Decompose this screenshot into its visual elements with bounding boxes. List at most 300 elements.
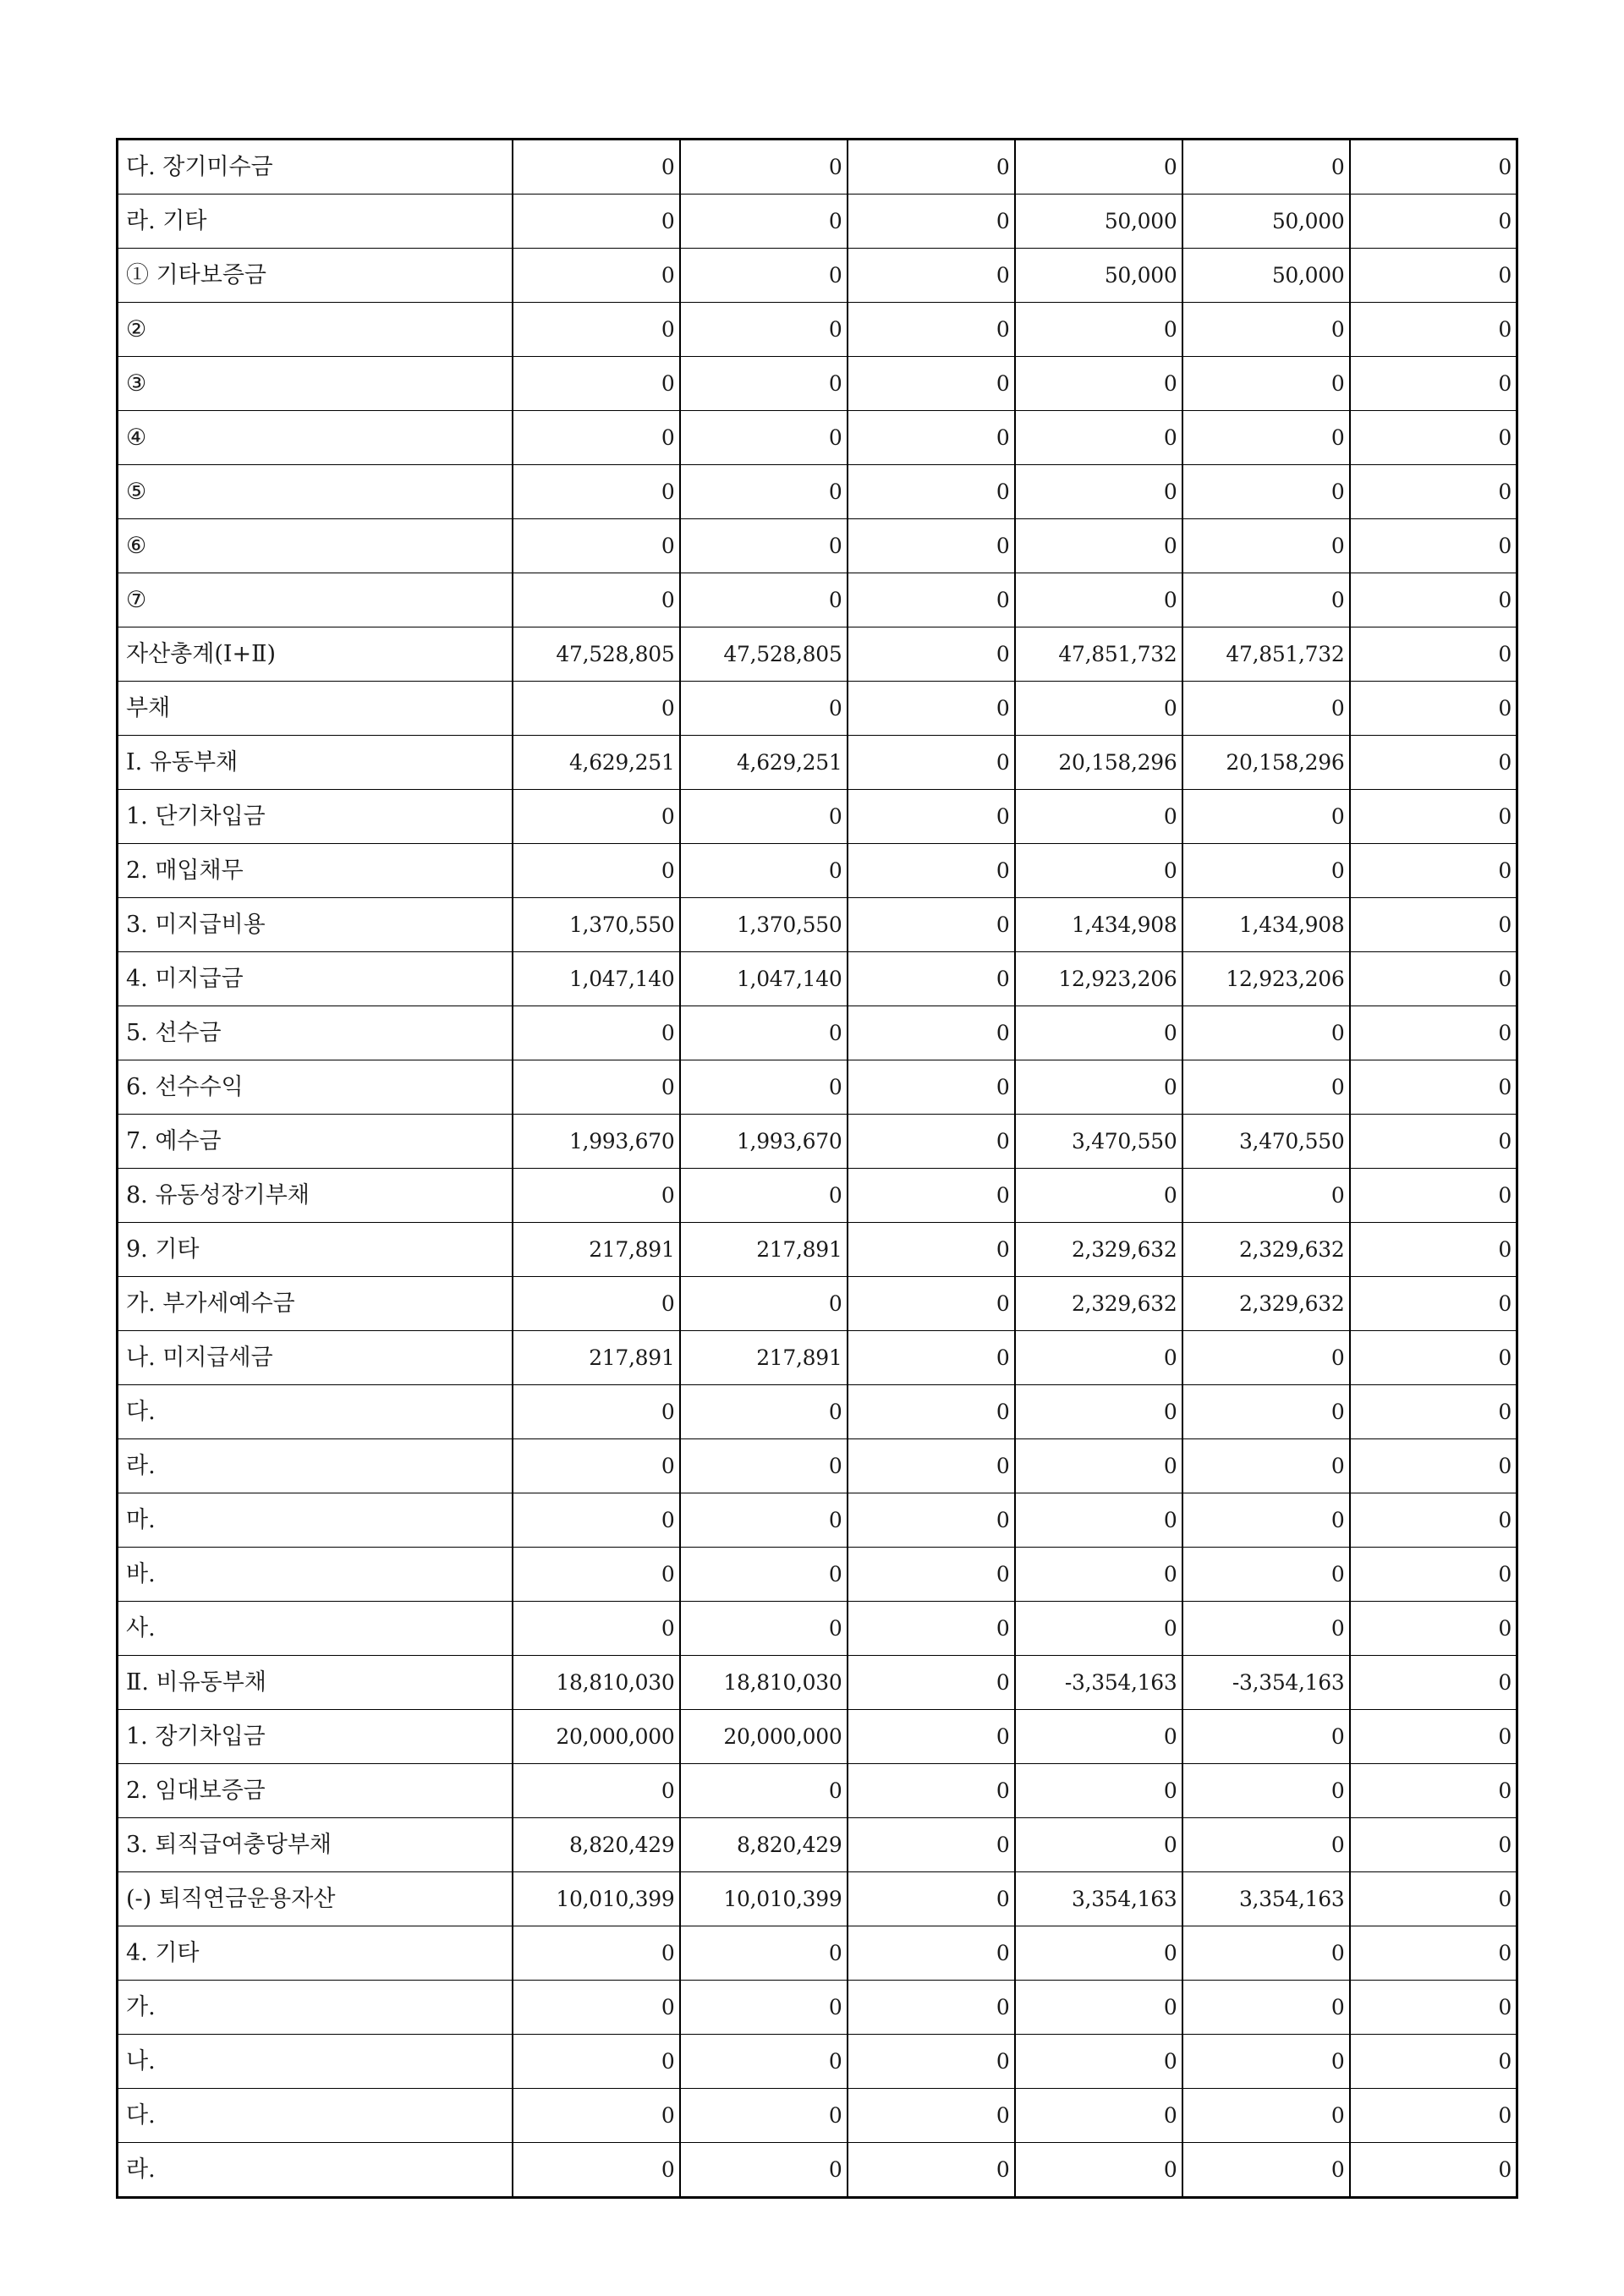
value-cell: 0 [848,1115,1015,1169]
row-label: 다. [118,1385,513,1439]
value-cell: 0 [513,1926,680,1981]
row-label: 가. 부가세예수금 [118,1277,513,1331]
value-cell: 47,851,732 [1182,627,1350,682]
value-cell: 0 [1015,519,1182,573]
table-row [118,1710,1517,1764]
row-label: 2. 임대보증금 [118,1764,513,1818]
value-cell: 0 [1350,1872,1517,1926]
value-cell: 0 [1350,411,1517,465]
value-cell: 0 [848,2089,1015,2143]
value-cell: 0 [1182,2089,1350,2143]
value-cell: 50,000 [1182,195,1350,249]
value-cell: 0 [1015,303,1182,357]
value-cell: 217,891 [513,1223,680,1277]
value-cell: 3,354,163 [1182,1872,1350,1926]
value-cell: 0 [1015,411,1182,465]
value-cell: 0 [848,1548,1015,1602]
table-row [118,249,1517,303]
value-cell: 1,993,670 [680,1115,848,1169]
value-cell: 0 [513,1169,680,1223]
row-label: ⑦ [118,573,513,627]
value-cell: 0 [513,844,680,898]
value-cell: 47,851,732 [1015,627,1182,682]
value-cell: 0 [1350,1169,1517,1223]
value-cell: 1,434,908 [1015,898,1182,952]
value-cell: 0 [1182,1385,1350,1439]
value-cell: 0 [1350,1277,1517,1331]
table-row [118,1656,1517,1710]
value-cell: 0 [1182,1764,1350,1818]
row-label: 라. [118,2143,513,2198]
value-cell: 0 [1350,1493,1517,1548]
row-label: 바. [118,1548,513,1602]
value-cell: 0 [513,1277,680,1331]
value-cell: 0 [1015,790,1182,844]
table-row [118,1926,1517,1981]
row-label: 2. 매입채무 [118,844,513,898]
table-row [118,2143,1517,2198]
value-cell: 0 [1182,303,1350,357]
value-cell: 0 [680,1981,848,2035]
value-cell: 0 [680,411,848,465]
value-cell: 2,329,632 [1182,1223,1350,1277]
value-cell: 0 [1015,1548,1182,1602]
value-cell: 0 [1182,682,1350,736]
value-cell: 0 [1182,519,1350,573]
value-cell: 12,923,206 [1015,952,1182,1006]
value-cell: -3,354,163 [1182,1656,1350,1710]
value-cell: 0 [513,1981,680,2035]
value-cell: 0 [1182,573,1350,627]
table-row [118,411,1517,465]
value-cell: 0 [680,2143,848,2198]
table-row [118,1331,1517,1385]
value-cell: 0 [680,303,848,357]
row-label: 사. [118,1602,513,1656]
value-cell: 0 [1350,573,1517,627]
value-cell: 0 [513,1493,680,1548]
value-cell: 0 [848,1818,1015,1872]
row-label: 다. [118,2089,513,2143]
value-cell: 0 [513,357,680,411]
value-cell: 0 [680,1764,848,1818]
value-cell: 0 [680,465,848,519]
value-cell: 0 [1015,1331,1182,1385]
value-cell: 0 [1182,1981,1350,2035]
value-cell: 0 [1015,140,1182,195]
value-cell: 0 [680,2035,848,2089]
row-label: ⑤ [118,465,513,519]
value-cell: 1,370,550 [513,898,680,952]
value-cell: 0 [680,249,848,303]
value-cell: 0 [848,519,1015,573]
value-cell: 0 [513,1602,680,1656]
value-cell: 0 [1350,1331,1517,1385]
value-cell: 0 [1350,357,1517,411]
value-cell: 0 [1182,1710,1350,1764]
value-cell: 0 [1350,682,1517,736]
value-cell: 0 [848,573,1015,627]
value-cell: 0 [1182,1439,1350,1493]
value-cell: 10,010,399 [680,1872,848,1926]
table-row [118,1060,1517,1115]
value-cell: 0 [1182,1602,1350,1656]
value-cell: 0 [513,1439,680,1493]
value-cell: 0 [848,1493,1015,1548]
value-cell: 0 [848,952,1015,1006]
table-row [118,790,1517,844]
value-cell: 0 [848,790,1015,844]
value-cell: 0 [513,411,680,465]
value-cell: 0 [1350,1602,1517,1656]
value-cell: 0 [1350,1439,1517,1493]
value-cell: 0 [1015,1926,1182,1981]
value-cell: 0 [1350,627,1517,682]
value-cell: 0 [680,844,848,898]
table-row [118,1223,1517,1277]
value-cell: 0 [848,140,1015,195]
value-cell: 0 [1015,2143,1182,2198]
value-cell: 18,810,030 [513,1656,680,1710]
row-label: 부채 [118,682,513,736]
value-cell: 0 [848,303,1015,357]
row-label: Ⅰ. 유동부채 [118,736,513,790]
value-cell: 0 [1015,1493,1182,1548]
value-cell: 0 [848,736,1015,790]
value-cell: 0 [1015,1006,1182,1060]
value-cell: 0 [680,1006,848,1060]
value-cell: 47,528,805 [513,627,680,682]
value-cell: 0 [1182,465,1350,519]
value-cell: 0 [848,1060,1015,1115]
table-row [118,519,1517,573]
value-cell: 0 [680,1060,848,1115]
row-label: (-) 퇴직연금운용자산 [118,1872,513,1926]
value-cell: 0 [680,519,848,573]
value-cell: 1,047,140 [680,952,848,1006]
value-cell: 1,047,140 [513,952,680,1006]
value-cell: 0 [513,249,680,303]
value-cell: 0 [1182,790,1350,844]
row-label: 마. [118,1493,513,1548]
row-label: 다. 장기미수금 [118,140,513,195]
value-cell: 0 [1350,2035,1517,2089]
value-cell: 3,470,550 [1182,1115,1350,1169]
value-cell: 0 [1015,1710,1182,1764]
value-cell: 2,329,632 [1015,1277,1182,1331]
value-cell: 0 [848,1926,1015,1981]
table-row [118,1115,1517,1169]
value-cell: 0 [513,140,680,195]
value-cell: 0 [1182,1331,1350,1385]
value-cell: 0 [1350,249,1517,303]
value-cell: 0 [680,573,848,627]
value-cell: 0 [513,1060,680,1115]
row-label: 8. 유동성장기부채 [118,1169,513,1223]
value-cell: 0 [1015,1602,1182,1656]
value-cell: 0 [680,357,848,411]
value-cell: 0 [1182,140,1350,195]
value-cell: 20,000,000 [513,1710,680,1764]
value-cell: 1,370,550 [680,898,848,952]
value-cell: 0 [1182,1493,1350,1548]
value-cell: 18,810,030 [680,1656,848,1710]
value-cell: 0 [848,1277,1015,1331]
value-cell: 0 [513,195,680,249]
value-cell: 0 [848,1439,1015,1493]
value-cell: 0 [848,1385,1015,1439]
value-cell: 0 [1350,1115,1517,1169]
value-cell: 50,000 [1015,249,1182,303]
table-row [118,682,1517,736]
value-cell: 0 [1015,2035,1182,2089]
value-cell: 0 [513,2089,680,2143]
value-cell: 0 [1182,2143,1350,2198]
value-cell: 4,629,251 [513,736,680,790]
value-cell: 0 [1182,357,1350,411]
value-cell: 0 [1350,519,1517,573]
table-row [118,1872,1517,1926]
value-cell: 0 [1182,1818,1350,1872]
table-row [118,736,1517,790]
value-cell: 0 [1350,736,1517,790]
value-cell: 0 [848,1981,1015,2035]
value-cell: 1,434,908 [1182,898,1350,952]
value-cell: 0 [513,303,680,357]
table-row [118,1981,1517,2035]
row-label: 라. 기타 [118,195,513,249]
value-cell: 0 [1350,1818,1517,1872]
value-cell: 0 [1015,682,1182,736]
value-cell: 0 [1015,844,1182,898]
row-label: 자산총계(Ⅰ+Ⅱ) [118,627,513,682]
value-cell: 0 [513,1006,680,1060]
value-cell: 0 [848,1710,1015,1764]
row-label: 가. [118,1981,513,2035]
value-cell: 0 [1182,2035,1350,2089]
value-cell: 0 [848,1223,1015,1277]
value-cell: 0 [848,844,1015,898]
row-label: 5. 선수금 [118,1006,513,1060]
value-cell: 0 [680,1385,848,1439]
value-cell: 0 [848,627,1015,682]
value-cell: 1,993,670 [513,1115,680,1169]
row-label: 3. 미지급비용 [118,898,513,952]
table-row [118,1439,1517,1493]
value-cell: 0 [1015,1169,1182,1223]
row-label: 3. 퇴직급여충당부채 [118,1818,513,1872]
row-label: 4. 기타 [118,1926,513,1981]
row-label: ① 기타보증금 [118,249,513,303]
value-cell: 50,000 [1182,249,1350,303]
table-row [118,952,1517,1006]
value-cell: 0 [513,1385,680,1439]
row-label: 1. 장기차입금 [118,1710,513,1764]
value-cell: 0 [680,1439,848,1493]
value-cell: 0 [513,465,680,519]
value-cell: 0 [848,195,1015,249]
value-cell: 217,891 [513,1331,680,1385]
value-cell: 0 [1015,1818,1182,1872]
value-cell: 0 [1350,1223,1517,1277]
value-cell: 217,891 [680,1223,848,1277]
table-row [118,2035,1517,2089]
value-cell: 0 [1350,1926,1517,1981]
value-cell: 0 [513,1548,680,1602]
value-cell: 0 [680,1602,848,1656]
value-cell: 0 [848,249,1015,303]
value-cell: 0 [1350,1006,1517,1060]
value-cell: 0 [1350,1656,1517,1710]
row-label: 9. 기타 [118,1223,513,1277]
value-cell: 0 [1350,1764,1517,1818]
value-cell: 0 [1182,1926,1350,1981]
row-label: ② [118,303,513,357]
value-cell: 3,470,550 [1015,1115,1182,1169]
value-cell: 0 [848,1006,1015,1060]
value-cell: 0 [1015,465,1182,519]
value-cell: 0 [680,1277,848,1331]
table-row [118,1385,1517,1439]
table-row [118,303,1517,357]
row-label: Ⅱ. 비유동부채 [118,1656,513,1710]
value-cell: 0 [1350,790,1517,844]
table-row [118,1602,1517,1656]
value-cell: 0 [848,2035,1015,2089]
value-cell: 0 [513,2035,680,2089]
value-cell: 0 [1350,2089,1517,2143]
value-cell: 0 [1350,195,1517,249]
value-cell: 2,329,632 [1182,1277,1350,1331]
value-cell: 0 [513,682,680,736]
value-cell: 3,354,163 [1015,1872,1182,1926]
value-cell: 0 [1182,1548,1350,1602]
value-cell: 0 [1015,1385,1182,1439]
value-cell: 0 [848,1872,1015,1926]
row-label: 7. 예수금 [118,1115,513,1169]
table-row [118,140,1517,195]
row-label: 라. [118,1439,513,1493]
value-cell: 4,629,251 [680,736,848,790]
value-cell: 0 [1015,1981,1182,2035]
value-cell: 0 [848,682,1015,736]
value-cell: 0 [848,2143,1015,2198]
table-row [118,1006,1517,1060]
value-cell: 0 [1350,140,1517,195]
row-label: 나. [118,2035,513,2089]
value-cell: 10,010,399 [513,1872,680,1926]
value-cell: 0 [513,573,680,627]
value-cell: 0 [1182,1169,1350,1223]
value-cell: 0 [1350,844,1517,898]
row-label: 나. 미지급세금 [118,1331,513,1385]
value-cell: 0 [1350,303,1517,357]
row-label: ⑥ [118,519,513,573]
value-cell: 0 [848,898,1015,952]
value-cell: 0 [1015,1764,1182,1818]
value-cell: 0 [680,195,848,249]
table-row [118,195,1517,249]
table-row [118,465,1517,519]
value-cell: 0 [680,1548,848,1602]
value-cell: 0 [1015,1439,1182,1493]
value-cell: 0 [680,682,848,736]
row-label: ③ [118,357,513,411]
value-cell: 0 [848,1169,1015,1223]
value-cell: 0 [1350,465,1517,519]
value-cell: 0 [1350,1981,1517,2035]
value-cell: 0 [513,519,680,573]
value-cell: 0 [1015,357,1182,411]
value-cell: 0 [1182,411,1350,465]
table-row [118,357,1517,411]
table-body [118,140,1517,2198]
value-cell: 47,528,805 [680,627,848,682]
value-cell: 0 [848,1764,1015,1818]
value-cell: 0 [1350,2143,1517,2198]
value-cell: 0 [1015,1060,1182,1115]
table-row [118,1548,1517,1602]
row-label: ④ [118,411,513,465]
value-cell: 0 [680,790,848,844]
value-cell: 0 [848,357,1015,411]
value-cell: 217,891 [680,1331,848,1385]
row-label: 4. 미지급금 [118,952,513,1006]
row-label: 6. 선수수익 [118,1060,513,1115]
value-cell: 12,923,206 [1182,952,1350,1006]
table-row [118,1818,1517,1872]
value-cell: 50,000 [1015,195,1182,249]
value-cell: 20,158,296 [1015,736,1182,790]
value-cell: 0 [680,1493,848,1548]
value-cell: -3,354,163 [1015,1656,1182,1710]
value-cell: 0 [1350,1060,1517,1115]
value-cell: 0 [1350,952,1517,1006]
table-row [118,627,1517,682]
value-cell: 0 [1015,573,1182,627]
table-row [118,1169,1517,1223]
table-row [118,844,1517,898]
row-label: 1. 단기차입금 [118,790,513,844]
value-cell: 0 [1350,898,1517,952]
value-cell: 0 [1182,844,1350,898]
value-cell: 0 [680,2089,848,2143]
table-row [118,1764,1517,1818]
value-cell: 0 [680,140,848,195]
value-cell: 20,000,000 [680,1710,848,1764]
table-row [118,1277,1517,1331]
value-cell: 0 [1182,1060,1350,1115]
table-row [118,573,1517,627]
value-cell: 0 [848,1602,1015,1656]
value-cell: 0 [513,790,680,844]
table-row [118,898,1517,952]
value-cell: 0 [1182,1006,1350,1060]
value-cell: 0 [1350,1548,1517,1602]
value-cell: 0 [848,1656,1015,1710]
value-cell: 0 [1350,1710,1517,1764]
table-row [118,2089,1517,2143]
value-cell: 0 [848,411,1015,465]
value-cell: 0 [680,1169,848,1223]
value-cell: 20,158,296 [1182,736,1350,790]
value-cell: 0 [513,1764,680,1818]
value-cell: 0 [1015,2089,1182,2143]
value-cell: 0 [680,1926,848,1981]
balance-sheet-table [116,138,1518,2199]
table-row [118,1493,1517,1548]
value-cell: 0 [848,465,1015,519]
